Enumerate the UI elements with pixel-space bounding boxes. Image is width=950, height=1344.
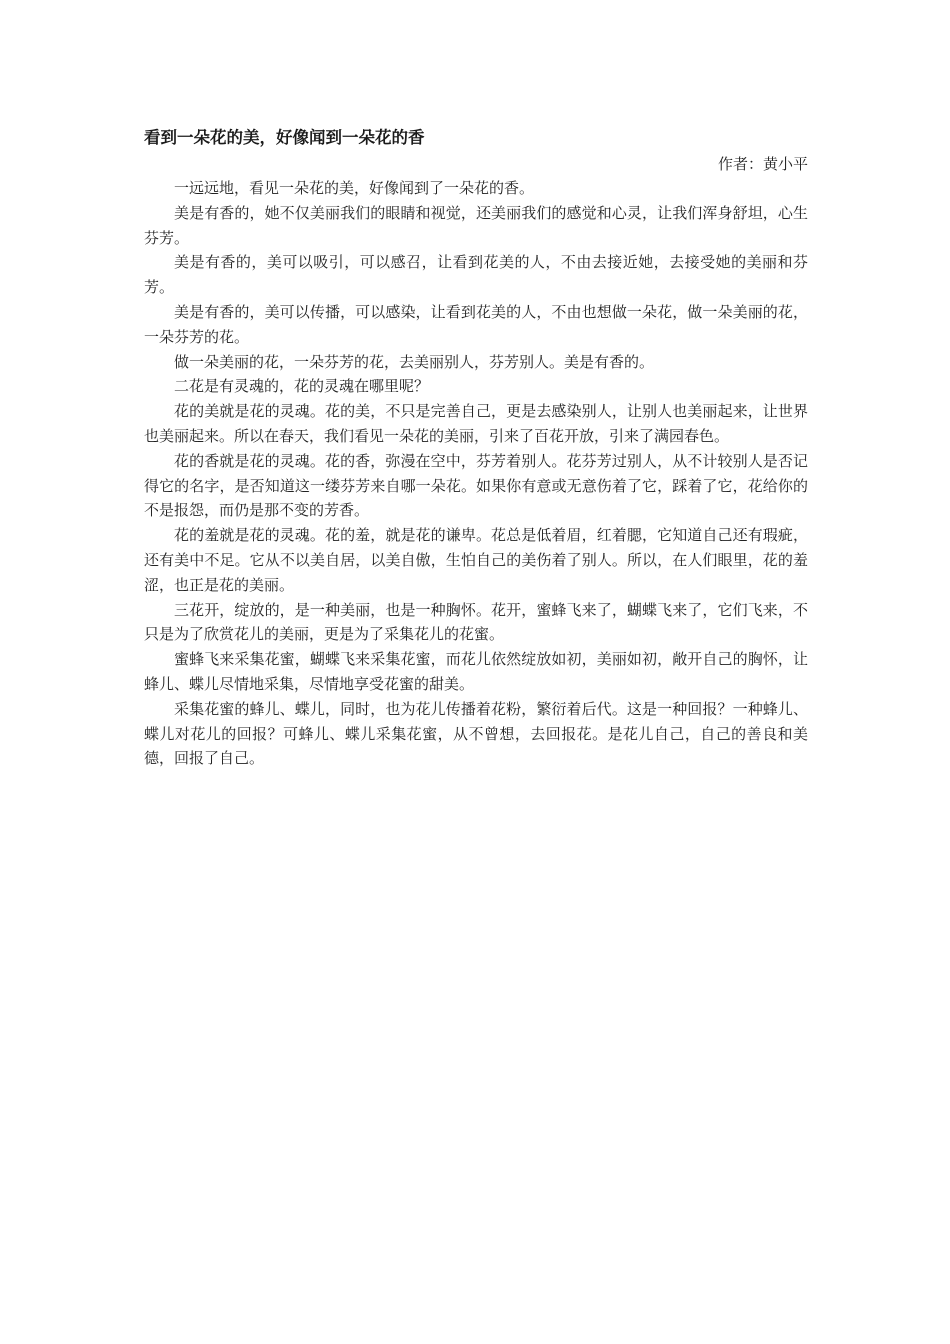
paragraph: 美是有香的，美可以传播，可以感染，让看到花美的人，不由也想做一朵花，做一朵美丽的花，一朵芬芳的花。	[144, 302, 808, 346]
paragraph: 花的香就是花的灵魂。花的香，弥漫在空中，芬芳着别人。花芬芳过别人，从不计较别人是否记得它的名字，是否知道这一缕芬芳来自哪一朵花。如果你有意或无意伤着了它，踩着了它，花给你的不是报怨，而仍是那不变的芳香。	[144, 451, 808, 520]
paragraph: 美是有香的，她不仅美丽我们的眼睛和视觉，还美丽我们的感觉和心灵，让我们浑身舒坦，心生芬芳。	[144, 203, 808, 247]
document-body	[144, 176, 808, 771]
author-line: 作者：黄小平	[717, 155, 808, 173]
paragraph: 花的美就是花的灵魂。花的美，不只是完善自己，更是去感染别人，让别人也美丽起来，让世界也美丽起来。所以在春天，我们看见一朵花的美丽，引来了百花开放，引来了满园春色。	[144, 402, 808, 445]
document-title: 看到一朵花的美，好像闻到一朵花的香	[144, 128, 425, 147]
paragraph: 采集花蜜的蜂儿、蝶儿，同时，也为花儿传播着花粉，繁衍着后代。这是一种回报？一种蜂儿、蝶儿对花儿的回报？可蜂儿、蝶儿采集花蜜，从不曾想，去回报花。是花儿自己，自己的善良和美德，回报了自己。	[144, 699, 808, 768]
paragraph: 花的羞就是花的灵魂。花的羞，就是花的谦卑。花总是低着眉，红着腮，它知道自己还有瑕疵，还有美中不足。它从不以美自居，以美自傲，生怕自己的美伤着了别人。所以，在人们眼里，花的羞涩，也正是花的美丽。	[144, 526, 808, 594]
document-page	[144, 124, 808, 771]
paragraph: 美是有香的，美可以吸引，可以感召，让看到花美的人，不由去接近她，去接受她的美丽和芬芳。	[144, 253, 808, 297]
paragraph: 二花是有灵魂的，花的灵魂在哪里呢？	[174, 377, 430, 396]
paragraph: 三花开，绽放的，是一种美丽，也是一种胸怀。花开，蜜蜂飞来了，蝴蝶飞来了，它们飞来，不只是为了欣赏花儿的美丽，更是为了采集花儿的花蜜。	[144, 600, 808, 644]
paragraph: 一远远地，看见一朵花的美，好像闻到了一朵花的香。	[174, 179, 535, 197]
paragraph: 蜜蜂飞来采集花蜜，蝴蝶飞来采集花蜜，而花儿依然绽放如初，美丽如初，敞开自己的胸怀，让蜂儿、蝶儿尽情地采集，尽情地享受花蜜的甜美。	[144, 650, 808, 693]
paragraph: 做一朵美丽的花，一朵芬芳的花，去美丽别人，芬芳别人。美是有香的。	[174, 352, 655, 371]
